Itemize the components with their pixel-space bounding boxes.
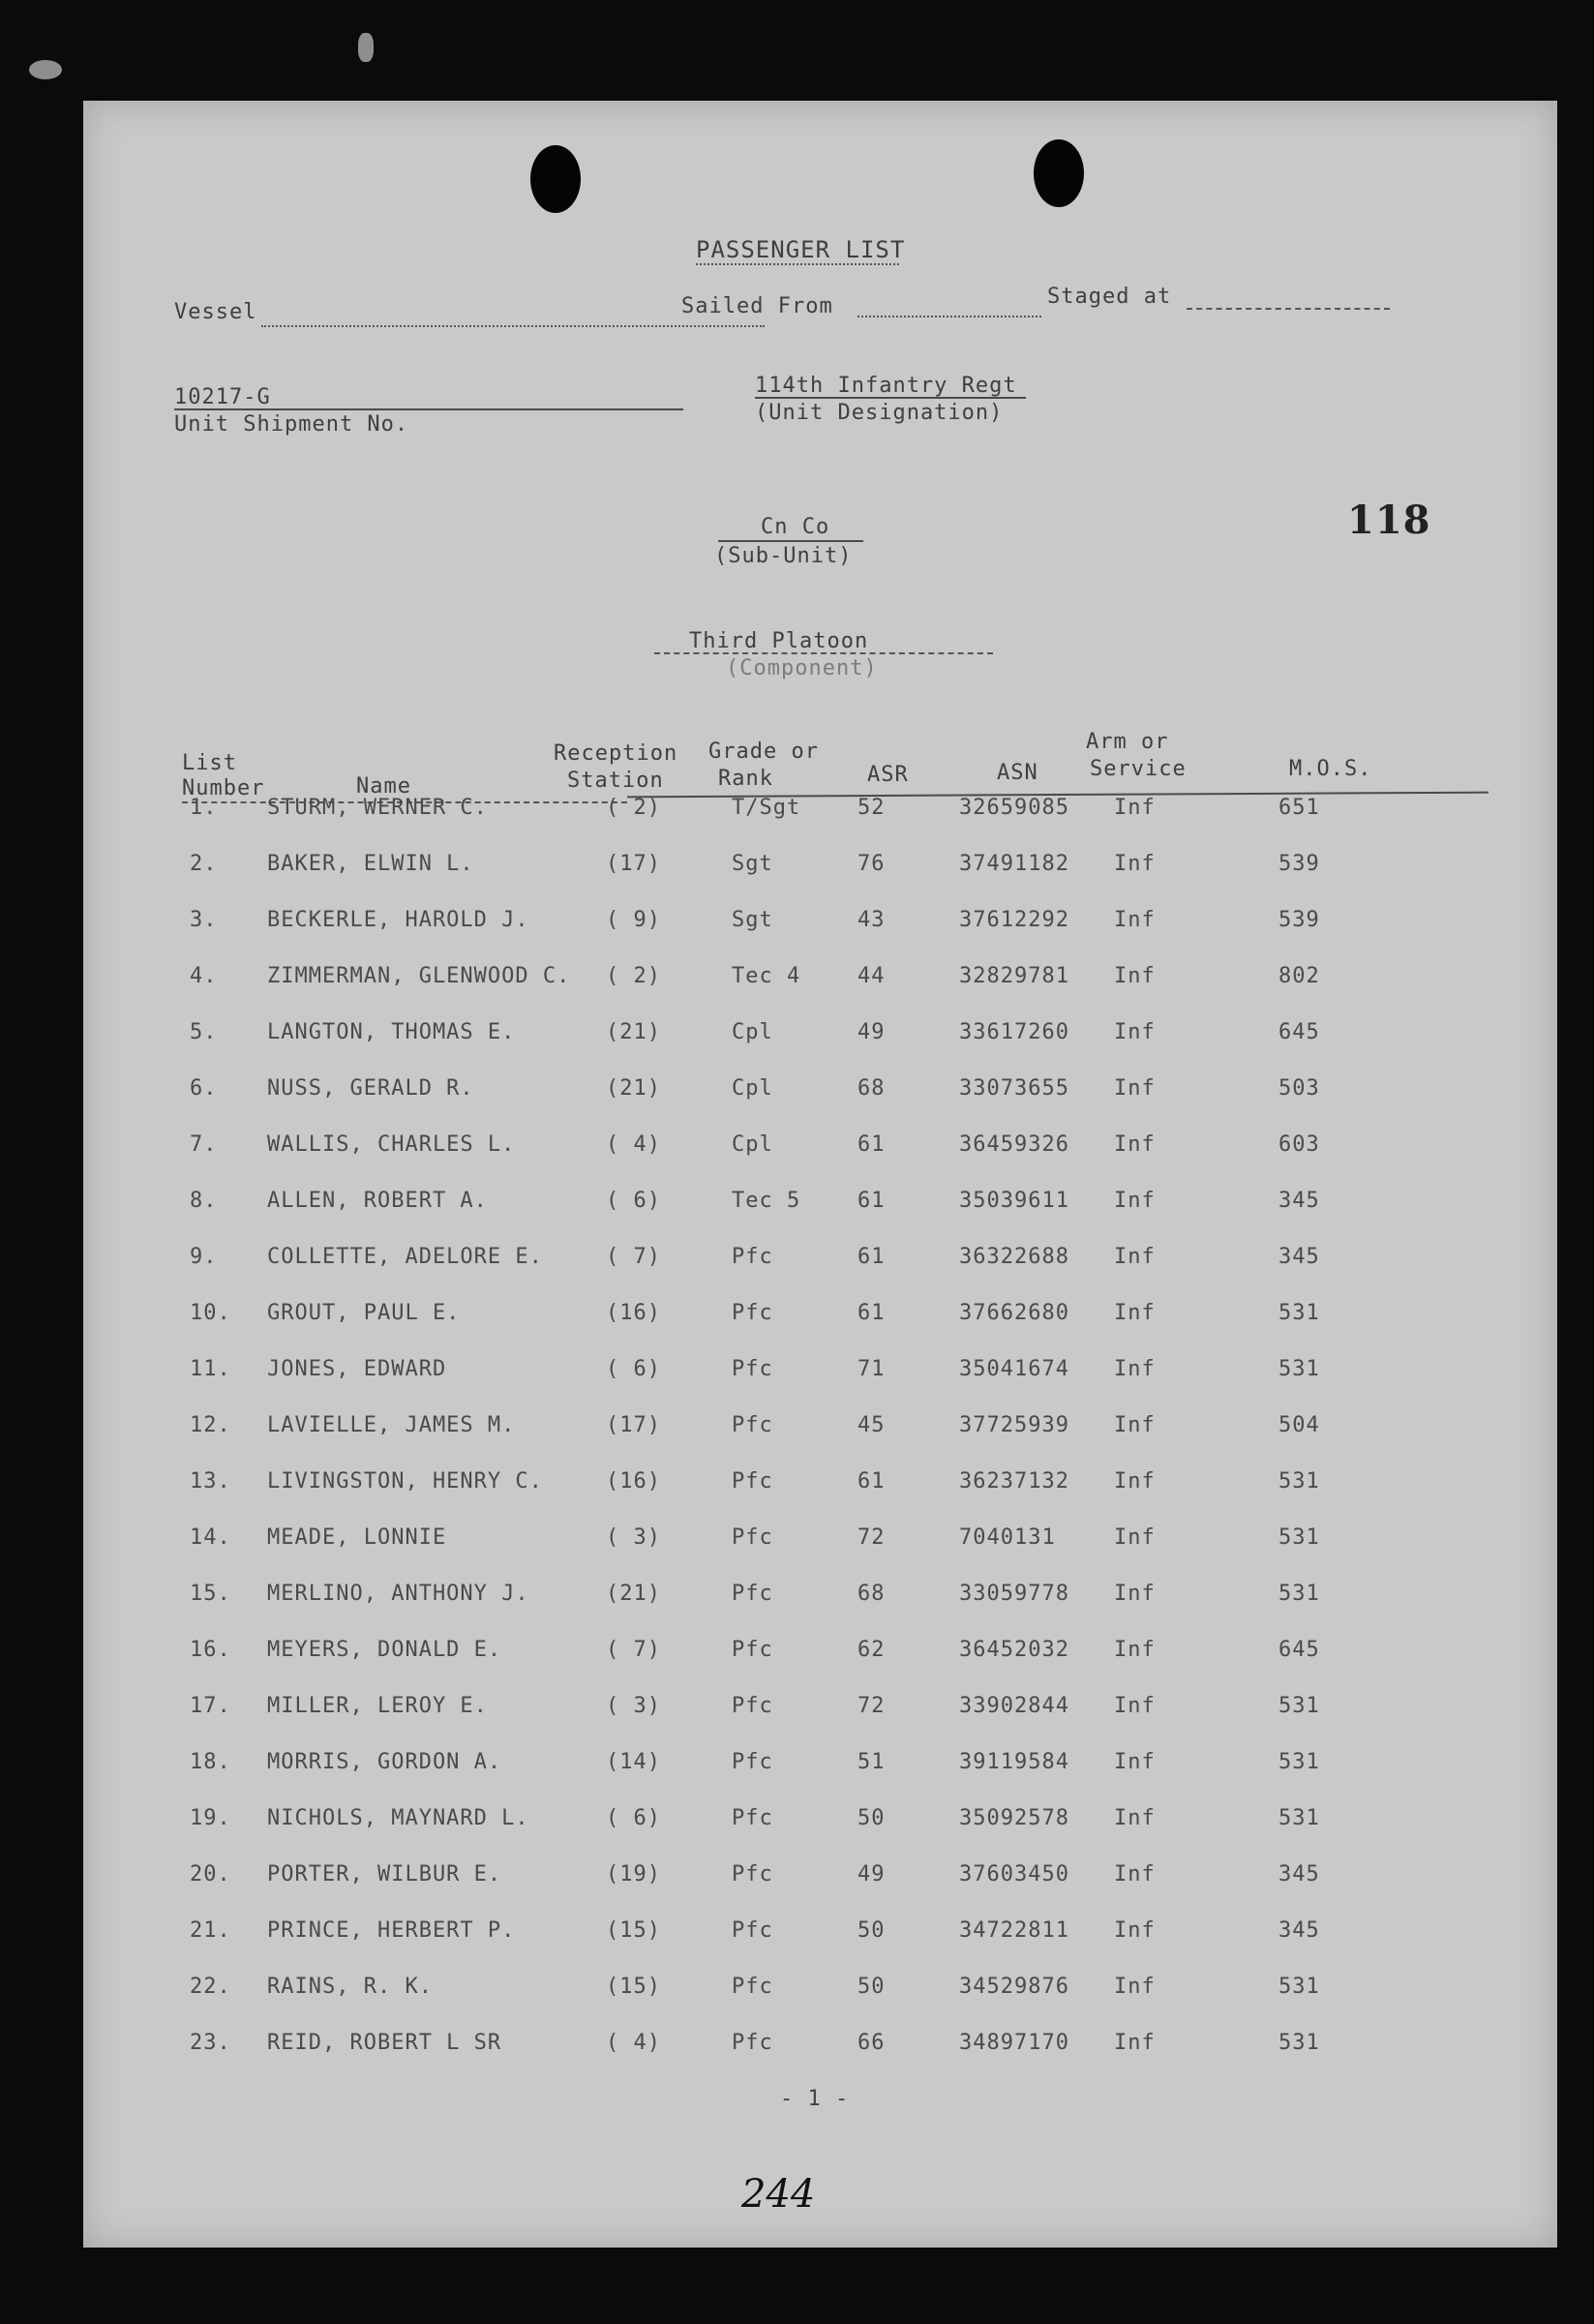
row-number: 22. <box>190 1975 231 1999</box>
row-asn: 37491182 <box>959 852 1069 876</box>
row-name: WALLIS, CHARLES L. <box>267 1132 516 1157</box>
row-number: 15. <box>190 1582 231 1606</box>
row-name: MILLER, LEROY E. <box>267 1694 488 1718</box>
row-asn: 36452032 <box>959 1638 1069 1662</box>
header-mos: M.O.S. <box>1289 757 1372 781</box>
row-grade: Pfc <box>732 1862 773 1886</box>
unit-shipment-label: Unit Shipment No. <box>174 412 409 437</box>
table-row <box>83 1469 1557 1506</box>
row-asr: 68 <box>857 1076 886 1101</box>
row-grade: Sgt <box>732 908 773 932</box>
row-name: ALLEN, ROBERT A. <box>267 1189 488 1213</box>
row-asr: 49 <box>857 1862 886 1886</box>
row-mos: 645 <box>1278 1020 1320 1044</box>
row-mos: 531 <box>1278 1750 1320 1774</box>
row-reception-station: ( 6) <box>606 1189 661 1213</box>
row-name: REID, ROBERT L SR <box>267 2031 502 2055</box>
row-asn: 32829781 <box>959 964 1069 988</box>
table-row <box>83 1413 1557 1450</box>
row-asn: 34722811 <box>959 1918 1069 1943</box>
row-name: BAKER, ELWIN L. <box>267 852 474 876</box>
header-reception: Reception <box>554 741 678 766</box>
row-reception-station: (19) <box>606 1862 661 1886</box>
row-asn: 34529876 <box>959 1975 1069 1999</box>
row-reception-station: ( 6) <box>606 1806 661 1830</box>
row-reception-station: ( 4) <box>606 1132 661 1157</box>
row-asn: 37612292 <box>959 908 1069 932</box>
row-number: 8. <box>190 1189 218 1213</box>
row-number: 4. <box>190 964 218 988</box>
row-reception-station: (21) <box>606 1020 661 1044</box>
row-grade: Tec 4 <box>732 964 801 988</box>
component-label: (Component) <box>726 656 878 680</box>
table-row <box>83 1750 1557 1787</box>
row-asn: 33073655 <box>959 1076 1069 1101</box>
row-asn: 7040131 <box>959 1525 1056 1550</box>
row-grade: Pfc <box>732 1582 773 1606</box>
row-asn: 36322688 <box>959 1245 1069 1269</box>
row-grade: Pfc <box>732 1413 773 1437</box>
row-arm: Inf <box>1114 1413 1156 1437</box>
row-mos: 531 <box>1278 1582 1320 1606</box>
row-name: PRINCE, HERBERT P. <box>267 1918 516 1943</box>
row-number: 1. <box>190 796 218 820</box>
row-mos: 651 <box>1278 796 1320 820</box>
row-mos: 345 <box>1278 1245 1320 1269</box>
row-asr: 50 <box>857 1806 886 1830</box>
header-number: Number <box>182 776 265 800</box>
row-name: STURM, WERNER C. <box>267 796 488 820</box>
row-asr: 50 <box>857 1975 886 1999</box>
row-reception-station: (16) <box>606 1469 661 1494</box>
header-arm: Arm or <box>1086 730 1169 754</box>
table-row <box>83 1357 1557 1394</box>
row-mos: 531 <box>1278 2031 1320 2055</box>
row-arm: Inf <box>1114 908 1156 932</box>
row-name: MEADE, LONNIE <box>267 1525 447 1550</box>
row-reception-station: (14) <box>606 1750 661 1774</box>
row-arm: Inf <box>1114 1582 1156 1606</box>
row-asr: 61 <box>857 1301 886 1325</box>
row-number: 19. <box>190 1806 231 1830</box>
row-mos: 645 <box>1278 1638 1320 1662</box>
row-asr: 76 <box>857 852 886 876</box>
row-number: 9. <box>190 1245 218 1269</box>
table-row <box>83 964 1557 1001</box>
row-arm: Inf <box>1114 852 1156 876</box>
row-asr: 61 <box>857 1132 886 1157</box>
row-grade: Pfc <box>732 1918 773 1943</box>
row-asn: 37725939 <box>959 1413 1069 1437</box>
table-row <box>83 1918 1557 1955</box>
row-mos: 603 <box>1278 1132 1320 1157</box>
table-row <box>83 1301 1557 1338</box>
handwritten-number: 244 <box>741 2172 816 2217</box>
row-number: 12. <box>190 1413 231 1437</box>
row-mos: 539 <box>1278 852 1320 876</box>
row-name: PORTER, WILBUR E. <box>267 1862 502 1886</box>
table-row <box>83 1132 1557 1169</box>
row-asr: 71 <box>857 1357 886 1381</box>
row-reception-station: ( 3) <box>606 1694 661 1718</box>
row-name: NUSS, GERALD R. <box>267 1076 474 1101</box>
row-grade: Tec 5 <box>732 1189 801 1213</box>
row-number: 13. <box>190 1469 231 1494</box>
row-arm: Inf <box>1114 1020 1156 1044</box>
row-asr: 45 <box>857 1413 886 1437</box>
row-reception-station: ( 2) <box>606 796 661 820</box>
row-arm: Inf <box>1114 1918 1156 1943</box>
passenger-list-page <box>83 101 1557 2248</box>
header-service: Service <box>1090 757 1187 781</box>
row-asn: 39119584 <box>959 1750 1069 1774</box>
row-asr: 62 <box>857 1638 886 1662</box>
row-asr: 43 <box>857 908 886 932</box>
header-grade: Grade or <box>708 739 819 764</box>
row-grade: Cpl <box>732 1020 773 1044</box>
row-grade: Pfc <box>732 1694 773 1718</box>
row-asr: 61 <box>857 1189 886 1213</box>
row-grade: Pfc <box>732 1245 773 1269</box>
table-row <box>83 1806 1557 1843</box>
row-asn: 35041674 <box>959 1357 1069 1381</box>
row-grade: T/Sgt <box>732 796 801 820</box>
row-asn: 33059778 <box>959 1582 1069 1606</box>
table-row <box>83 1862 1557 1899</box>
row-reception-station: (15) <box>606 1918 661 1943</box>
row-name: COLLETTE, ADELORE E. <box>267 1245 543 1269</box>
row-reception-station: ( 2) <box>606 964 661 988</box>
row-number: 6. <box>190 1076 218 1101</box>
table-row <box>83 1245 1557 1282</box>
row-name: LANGTON, THOMAS E. <box>267 1020 516 1044</box>
staged-at-label: Staged at <box>1047 285 1172 309</box>
punch-hole <box>1034 139 1084 207</box>
row-reception-station: (17) <box>606 852 661 876</box>
row-arm: Inf <box>1114 1862 1156 1886</box>
row-grade: Pfc <box>732 1638 773 1662</box>
row-asr: 66 <box>857 2031 886 2055</box>
row-name: RAINS, R. K. <box>267 1975 433 1999</box>
unit-designation: 114th Infantry Regt <box>755 374 1017 398</box>
row-asr: 72 <box>857 1525 886 1550</box>
page-stamp-number: 118 <box>1347 498 1431 543</box>
row-arm: Inf <box>1114 1806 1156 1830</box>
row-asr: 44 <box>857 964 886 988</box>
row-arm: Inf <box>1114 1750 1156 1774</box>
row-number: 17. <box>190 1694 231 1718</box>
row-arm: Inf <box>1114 1189 1156 1213</box>
table-row <box>83 1975 1557 2011</box>
header-asr: ASR <box>867 763 909 787</box>
row-number: 7. <box>190 1132 218 1157</box>
page-number: - 1 - <box>780 2087 850 2111</box>
row-mos: 531 <box>1278 1806 1320 1830</box>
row-grade: Cpl <box>732 1076 773 1101</box>
row-mos: 504 <box>1278 1413 1320 1437</box>
row-asr: 51 <box>857 1750 886 1774</box>
row-reception-station: (16) <box>606 1301 661 1325</box>
row-reception-station: ( 6) <box>606 1357 661 1381</box>
row-mos: 531 <box>1278 1357 1320 1381</box>
row-reception-station: ( 7) <box>606 1638 661 1662</box>
unit-shipment-number: 10217-G <box>174 385 271 409</box>
row-name: MEYERS, DONALD E. <box>267 1638 502 1662</box>
row-number: 2. <box>190 852 218 876</box>
row-name: LAVIELLE, JAMES M. <box>267 1413 516 1437</box>
row-reception-station: (17) <box>606 1413 661 1437</box>
header-station: Station <box>567 769 664 793</box>
row-grade: Pfc <box>732 1301 773 1325</box>
component: Third Platoon <box>689 629 869 653</box>
table-row <box>83 1638 1557 1675</box>
table-row <box>83 2031 1557 2067</box>
row-arm: Inf <box>1114 1076 1156 1101</box>
row-grade: Pfc <box>732 2031 773 2055</box>
table-row <box>83 852 1557 889</box>
row-number: 18. <box>190 1750 231 1774</box>
row-asn: 33902844 <box>959 1694 1069 1718</box>
row-number: 20. <box>190 1862 231 1886</box>
table-row <box>83 1582 1557 1618</box>
row-name: JONES, EDWARD <box>267 1357 447 1381</box>
row-name: MERLINO, ANTHONY J. <box>267 1582 529 1606</box>
row-asn: 35092578 <box>959 1806 1069 1830</box>
row-number: 11. <box>190 1357 231 1381</box>
row-grade: Pfc <box>732 1357 773 1381</box>
header-asn: ASN <box>997 761 1038 785</box>
row-reception-station: (21) <box>606 1582 661 1606</box>
row-asr: 72 <box>857 1694 886 1718</box>
row-mos: 345 <box>1278 1189 1320 1213</box>
sub-unit-label: (Sub-Unit) <box>714 544 853 568</box>
row-number: 14. <box>190 1525 231 1550</box>
row-reception-station: ( 7) <box>606 1245 661 1269</box>
row-asn: 35039611 <box>959 1189 1069 1213</box>
row-mos: 531 <box>1278 1301 1320 1325</box>
row-arm: Inf <box>1114 1469 1156 1494</box>
row-asr: 61 <box>857 1245 886 1269</box>
row-reception-station: ( 4) <box>606 2031 661 2055</box>
row-arm: Inf <box>1114 1638 1156 1662</box>
row-arm: Inf <box>1114 1132 1156 1157</box>
row-name: BECKERLE, HAROLD J. <box>267 908 529 932</box>
row-asn: 33617260 <box>959 1020 1069 1044</box>
row-asn: 32659085 <box>959 796 1069 820</box>
row-mos: 531 <box>1278 1975 1320 1999</box>
sub-unit: Cn Co <box>761 515 830 539</box>
row-reception-station: (15) <box>606 1975 661 1999</box>
vessel-label: Vessel <box>174 300 257 324</box>
scan-speck <box>29 60 62 79</box>
row-grade: Pfc <box>732 1806 773 1830</box>
row-name: MORRIS, GORDON A. <box>267 1750 502 1774</box>
row-asr: 52 <box>857 796 886 820</box>
row-arm: Inf <box>1114 796 1156 820</box>
row-grade: Pfc <box>732 1469 773 1494</box>
row-arm: Inf <box>1114 1694 1156 1718</box>
row-mos: 531 <box>1278 1694 1320 1718</box>
table-row <box>83 1076 1557 1113</box>
row-name: LIVINGSTON, HENRY C. <box>267 1469 543 1494</box>
row-arm: Inf <box>1114 1525 1156 1550</box>
row-asr: 49 <box>857 1020 886 1044</box>
row-asr: 50 <box>857 1918 886 1943</box>
page-title: PASSENGER LIST <box>696 236 906 263</box>
row-asr: 68 <box>857 1582 886 1606</box>
row-arm: Inf <box>1114 1975 1156 1999</box>
row-mos: 345 <box>1278 1918 1320 1943</box>
table-row <box>83 1020 1557 1057</box>
row-arm: Inf <box>1114 1301 1156 1325</box>
header-name: Name <box>356 774 411 799</box>
row-arm: Inf <box>1114 2031 1156 2055</box>
header-list: List <box>182 751 237 775</box>
row-number: 3. <box>190 908 218 932</box>
row-reception-station: ( 9) <box>606 908 661 932</box>
unit-designation-label: (Unit Designation) <box>755 401 1004 425</box>
row-arm: Inf <box>1114 1357 1156 1381</box>
row-reception-station: ( 3) <box>606 1525 661 1550</box>
row-mos: 539 <box>1278 908 1320 932</box>
row-asn: 34897170 <box>959 2031 1069 2055</box>
row-mos: 531 <box>1278 1469 1320 1494</box>
sailed-from-label: Sailed From <box>681 294 833 318</box>
row-arm: Inf <box>1114 964 1156 988</box>
table-row <box>83 1694 1557 1731</box>
row-asn: 37603450 <box>959 1862 1069 1886</box>
row-number: 21. <box>190 1918 231 1943</box>
table-row <box>83 1525 1557 1562</box>
row-name: ZIMMERMAN, GLENWOOD C. <box>267 964 571 988</box>
scan-speck <box>358 33 374 62</box>
row-name: GROUT, PAUL E. <box>267 1301 461 1325</box>
row-asn: 36459326 <box>959 1132 1069 1157</box>
row-mos: 345 <box>1278 1862 1320 1886</box>
row-number: 23. <box>190 2031 231 2055</box>
table-row <box>83 1189 1557 1225</box>
row-grade: Pfc <box>732 1525 773 1550</box>
row-asn: 36237132 <box>959 1469 1069 1494</box>
row-name: NICHOLS, MAYNARD L. <box>267 1806 529 1830</box>
row-arm: Inf <box>1114 1245 1156 1269</box>
row-mos: 531 <box>1278 1525 1320 1550</box>
row-grade: Cpl <box>732 1132 773 1157</box>
row-asr: 61 <box>857 1469 886 1494</box>
row-number: 16. <box>190 1638 231 1662</box>
row-mos: 802 <box>1278 964 1320 988</box>
row-number: 5. <box>190 1020 218 1044</box>
row-grade: Sgt <box>732 852 773 876</box>
row-number: 10. <box>190 1301 231 1325</box>
row-asn: 37662680 <box>959 1301 1069 1325</box>
table-row <box>83 796 1557 832</box>
row-grade: Pfc <box>732 1750 773 1774</box>
header-rank: Rank <box>718 767 773 791</box>
row-reception-station: (21) <box>606 1076 661 1101</box>
row-grade: Pfc <box>732 1975 773 1999</box>
table-row <box>83 908 1557 945</box>
row-mos: 503 <box>1278 1076 1320 1101</box>
punch-hole <box>530 145 581 213</box>
